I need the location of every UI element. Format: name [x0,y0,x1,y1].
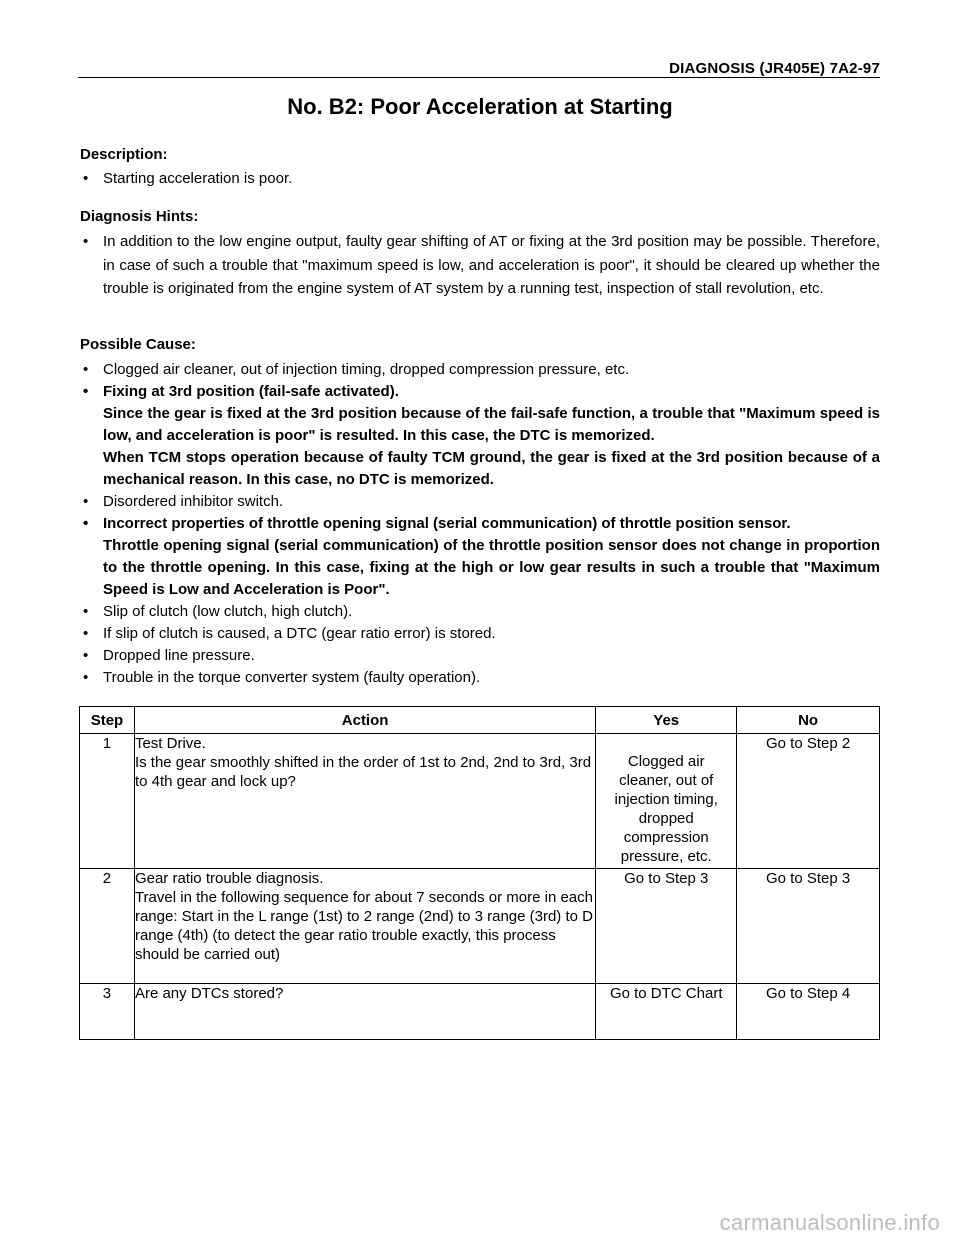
step-no: Go to Step 4 [737,984,880,1040]
list-item [80,491,880,513]
action-title: Test Drive. [134,735,206,752]
causes-heading: Possible Cause: [80,336,196,353]
hints-list [80,230,880,301]
list-item [80,381,880,491]
bullet-icon: • [83,493,89,510]
step-no: Go to Step 2 [737,734,880,869]
hints-heading: Diagnosis Hints: [80,208,199,225]
bullet-icon: • [83,625,89,642]
list-item [80,513,880,601]
step-yes: Clogged air cleaner, out of injection timing, dropped compression pressure, etc. [596,734,737,869]
bullet-icon: • [83,233,89,250]
description-text: Starting acceleration is poor. [103,170,293,187]
list-item [80,601,880,623]
table-header-row [80,707,880,734]
step-yes: Go to DTC Chart [596,984,737,1040]
cause-detail: When TCM stops operation because of faulty TCM ground, the gear is fixed at the 3rd position because of a mechanical reason. In this case, no DTC is memorized. [103,449,880,488]
step-action [134,869,595,984]
description-heading: Description: [80,146,168,163]
cause-text: Slip of clutch (low clutch, high clutch). [103,603,353,620]
description-list [80,168,880,190]
bullet-icon: • [83,603,89,620]
action-detail: Is the gear smoothly shifted in the order of 1st to 2nd, 2nd to 3rd, 3rd to 4th gear and lock up? [134,754,592,790]
diagnostic-table [79,706,880,1040]
hints-text: In addition to the low engine output, faulty gear shifting of AT or fixing at the 3rd position may be possible. Therefore, in case of such a trouble that "maximum speed is low, and acceleration is poor", it should be cleared up whether the trouble is originated from the engine system of AT system by a running test, inspection of stall revolution, etc. [103,233,880,297]
bullet-icon: • [83,647,89,664]
page-title: No. B2: Poor Acceleration at Starting [287,94,673,119]
cause-text: Fixing at 3rd position (fail-safe activated). [103,383,399,400]
step-action [134,734,595,869]
step-no: Go to Step 3 [737,869,880,984]
cause-text: Trouble in the torque converter system (faulty operation). [103,669,481,686]
table-row [80,984,880,1040]
table-row [80,869,880,984]
step-yes: Go to Step 3 [596,869,737,984]
step-action [134,984,595,1040]
running-head: DIAGNOSIS (JR405E) 7A2-97 [669,60,880,77]
bullet-icon: • [83,170,89,187]
action-title: Gear ratio trouble diagnosis. [134,870,324,887]
list-item [80,667,880,689]
cause-text: Clogged air cleaner, out of injection timing, dropped compression pressure, etc. [103,361,630,378]
bullet-icon: • [83,515,89,532]
cause-text: Disordered inhibitor switch. [103,493,284,510]
header-action: Action [134,707,595,734]
header-rule [78,77,880,78]
action-detail: Travel in the following sequence for about 7 seconds or more in each range: Start in the L range (1st) to 2 range (2nd) to 3 range (3rd) to D range (4th) (to detect the gear ratio trouble exactly, this process should be carried out) [134,889,593,963]
list-item [80,645,880,667]
table-row [80,734,880,869]
bullet-icon: • [83,361,89,378]
list-item [80,168,880,190]
list-item [80,230,880,301]
header-step: Step [80,707,135,734]
cause-text: If slip of clutch is caused, a DTC (gear ratio error) is stored. [103,625,496,642]
cause-detail: Since the gear is fixed at the 3rd position because of the fail-safe function, a trouble that "Maximum speed is low, and acceleration is poor" is resulted. In this case, the DTC is memorized. [103,405,880,444]
action-title: Are any DTCs stored? [134,985,284,1002]
list-item [80,623,880,645]
step-number: 3 [80,984,135,1040]
bullet-icon: • [83,383,89,400]
step-number: 2 [80,869,135,984]
list-item [80,359,880,381]
step-number: 1 [80,734,135,869]
cause-text: Incorrect properties of throttle opening signal (serial communication) of throttle position sensor. [103,515,791,532]
header-yes: Yes [596,707,737,734]
cause-text: Dropped line pressure. [103,647,255,664]
bullet-icon: • [83,669,89,686]
watermark: carmanualsonline.info [719,1210,940,1235]
header-no: No [737,707,880,734]
causes-list [80,359,880,689]
cause-detail: Throttle opening signal (serial communication) of the throttle position sensor does not change in proportion to the throttle opening. In this case, fixing at the high or low gear results in such a trouble that "Maximum Speed is Low and Acceleration is Poor". [103,537,880,598]
